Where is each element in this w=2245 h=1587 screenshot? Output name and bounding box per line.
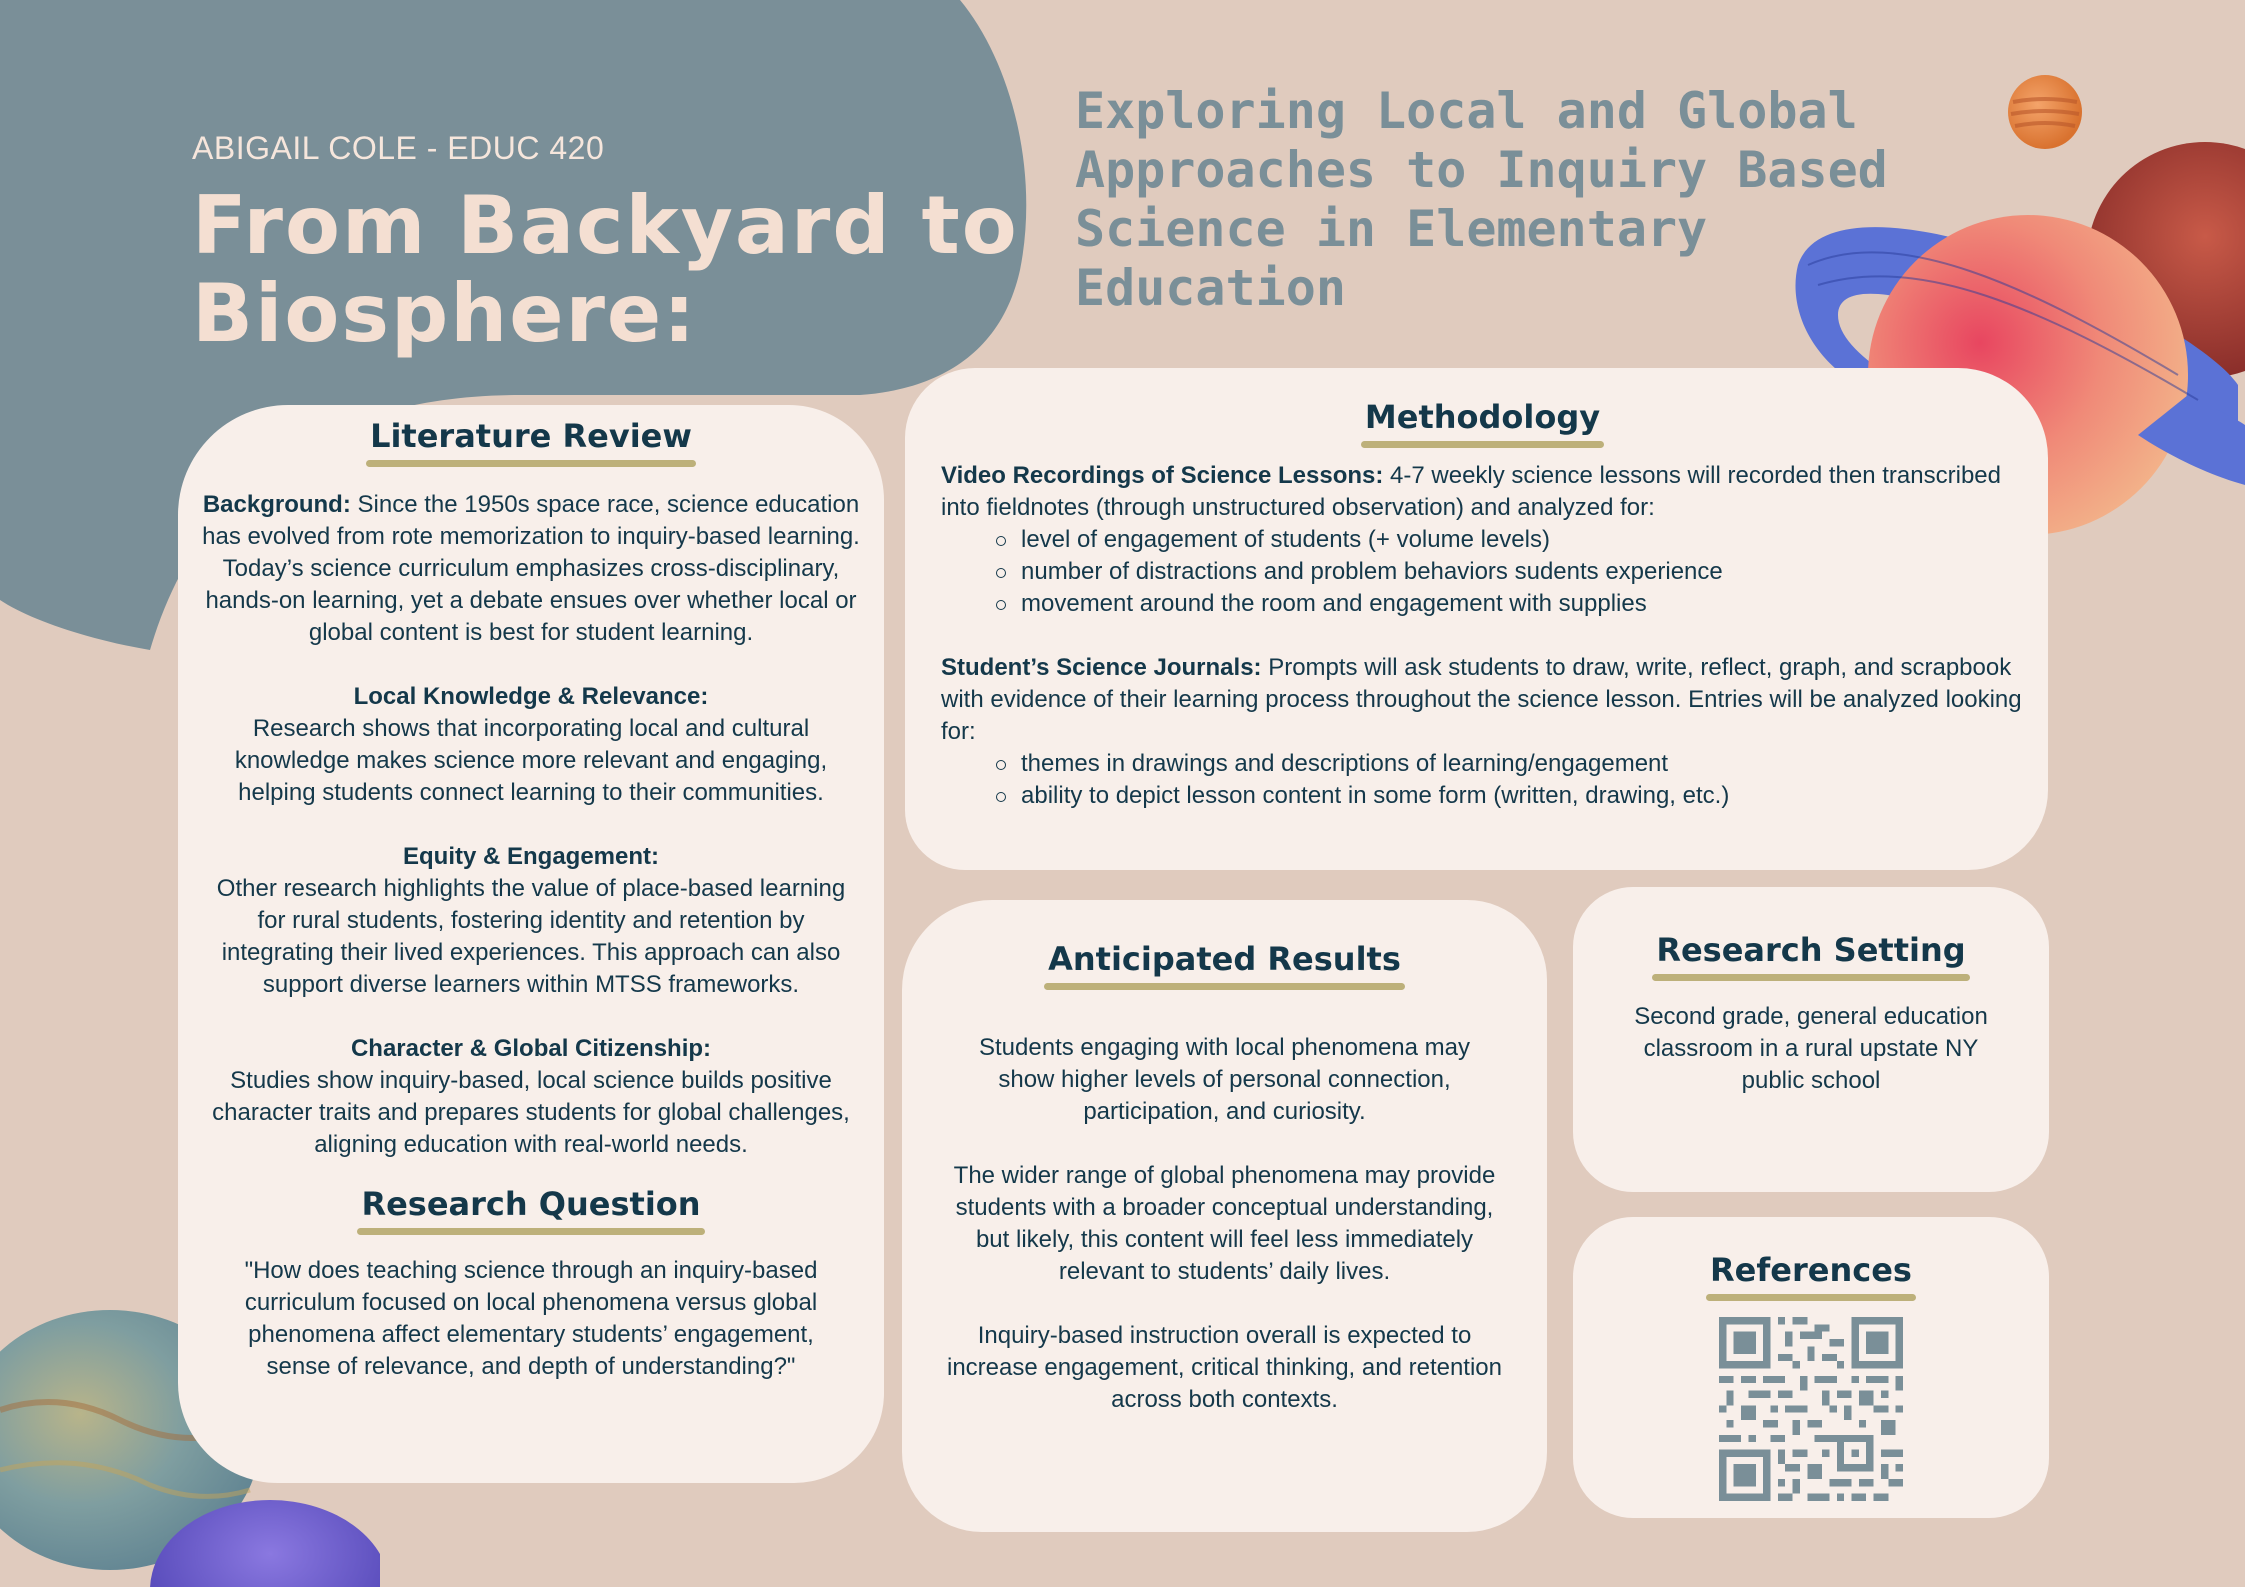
references-heading: References (1710, 1251, 1912, 1303)
research-setting-heading: Research Setting (1656, 931, 1965, 983)
main-title: From Backyard to Biosphere: (192, 179, 1019, 360)
subtitle: Exploring Local and Global Approaches to Inquiry Based Science in Elementary Education (1075, 82, 1888, 317)
science-journals-paragraph (941, 652, 2024, 748)
anticipated-results-card (902, 900, 1547, 1532)
results-paragraph-2: The wider range of global phenomena may provide students with a broader conceptual understanding, but likely, this content will feel less immediately relevant to students’ daily lives. (953, 1162, 1496, 1285)
list-item: ability to depict lesson content in some form (written, drawing, etc.) (1021, 780, 2024, 812)
journal-analysis-list (941, 748, 2024, 812)
research-question-heading: Research Question (361, 1185, 700, 1237)
science-journals-text: Prompts will ask students to draw, write, reflect, graph, and scrapbook with evidence of their learning process throughout the science lesson. Entries will be analyzed looking for: (941, 654, 2022, 745)
equity-text: Other research highlights the value of place-based learning for rural students, fostering identity and retention by integrating their lived experiences. This approach can also support diverse learners within MTSS frameworks. (216, 875, 846, 998)
local-knowledge-title: Local Knowledge & Relevance: (353, 683, 709, 710)
video-recordings-paragraph (941, 460, 2024, 524)
literature-review-card (178, 405, 884, 1483)
research-question-text: "How does teaching science through an inquiry-based curriculum focused on local phenomena versus global phenomena affect elementary students’ engagement, sense of relevance, and depth of understanding?" (244, 1257, 818, 1380)
research-setting-text: Second grade, general education classroom in a rural upstate NY public school (1634, 1003, 1988, 1094)
research-setting-card (1573, 887, 2049, 1192)
equity-title: Equity & Engagement: (402, 843, 660, 870)
methodology-card (905, 368, 2048, 870)
small-planet-icon (2005, 72, 2085, 152)
character-text: Studies show inquiry-based, local science builds positive character traits and prepares students for global challenges, aligning education with real-world needs. (212, 1067, 850, 1158)
anticipated-results-heading: Anticipated Results (1048, 940, 1401, 992)
list-item: movement around the room and engagement with supplies (1021, 588, 2024, 620)
background-paragraph (202, 489, 860, 649)
video-recordings-text: 4-7 weekly science lessons will recorded then transcribed into fieldnotes (through unstructured observation) and analyzed for: (941, 462, 2001, 521)
references-card (1573, 1217, 2049, 1518)
video-analysis-list (941, 524, 2024, 620)
author-line: ABIGAIL COLE - EDUC 420 (192, 130, 605, 166)
science-journals-label: Student’s Science Journals: (941, 654, 1262, 681)
methodology-heading: Methodology (1365, 398, 1600, 450)
background-text: Since the 1950s space race, science education has evolved from rote memorization to inquiry-based learning. Today’s science curriculum emphasizes cross-disciplinary, hands-on learning, yet a debate ensues over whether local or global content is best for student learning. (202, 491, 860, 646)
list-item: number of distractions and problem behaviors sudents experience (1021, 556, 2024, 588)
results-paragraph-3: Inquiry-based instruction overall is expected to increase engagement, critical thinking, and retention across both contexts. (947, 1322, 1502, 1413)
character-title: Character & Global Citizenship: (350, 1035, 712, 1062)
list-item: themes in drawings and descriptions of learning/engagement (1021, 748, 2024, 780)
qr-code-icon[interactable] (1719, 1317, 1903, 1501)
local-knowledge-text: Research shows that incorporating local and cultural knowledge makes science more relevant and engaging, helping students connect learning to their communities. (234, 715, 828, 806)
video-recordings-label: Video Recordings of Science Lessons: (941, 462, 1384, 489)
list-item: level of engagement of students (+ volume levels) (1021, 524, 2024, 556)
results-paragraph-1: Students engaging with local phenomena may show higher levels of personal connection, participation, and curiosity. (979, 1034, 1470, 1125)
background-label: Background: (202, 491, 351, 518)
literature-review-heading: Literature Review (370, 417, 692, 469)
